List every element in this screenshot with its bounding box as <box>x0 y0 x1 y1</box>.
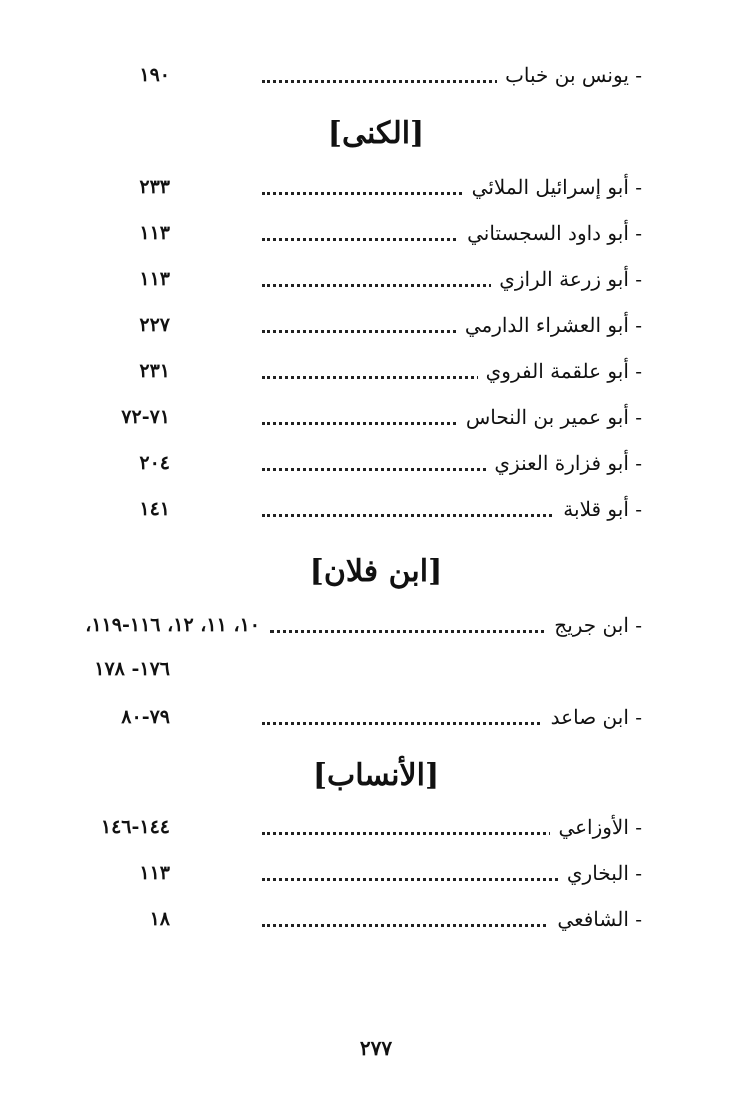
index-entry <box>0 170 752 204</box>
index-entry <box>0 492 752 526</box>
entry-name: - الشافعي <box>549 902 642 936</box>
entry-pages: ١٠، ١١، ١٢، ١١٦-١١٩، <box>85 614 260 636</box>
index-entry <box>0 308 752 342</box>
entry-pages: ١٩٠ <box>139 64 170 86</box>
entry-pages: ٢٣١ <box>139 360 170 382</box>
entry-name: - الأوزاعي <box>550 810 642 844</box>
entry-pages: ١١٣ <box>139 268 170 290</box>
section-heading: [الأنساب] <box>312 758 440 793</box>
index-entry <box>0 700 752 734</box>
section-heading: [ابن فلان] <box>309 554 443 589</box>
entry-pages: ٢٢٧ <box>139 314 170 336</box>
entry-name: - يونس بن خباب <box>497 58 642 92</box>
entry-pages: ١٤١ <box>139 498 170 520</box>
section-heading: [الكنى] <box>327 116 425 151</box>
entry-name: - البخاري <box>559 856 642 890</box>
index-entry <box>0 400 752 434</box>
index-entry <box>0 856 752 890</box>
entry-name: - ابن جريج <box>546 608 642 642</box>
index-entry <box>0 58 752 92</box>
entry-name: - أبو العشراء الدارمي <box>457 308 642 342</box>
entry-pages: ١١٣ <box>139 222 170 244</box>
index-entry <box>0 902 752 936</box>
entry-pages: ١١٣ <box>139 862 170 884</box>
entry-name: - ابن صاعد <box>543 700 642 734</box>
entry-pages: ٧١-٧٢ <box>121 406 170 428</box>
entry-pages: ٢٣٣ <box>139 176 170 198</box>
index-entry <box>0 608 752 642</box>
entry-name: - أبو إسرائيل الملائي <box>464 170 642 204</box>
entry-name: - أبو علقمة الفروي <box>478 354 642 388</box>
entry-pages: ٧٩-٨٠ <box>121 706 170 728</box>
page-number: ٢٧٧ <box>359 1036 393 1060</box>
index-entry <box>0 446 752 480</box>
entry-name: - أبو زرعة الرازي <box>491 262 642 296</box>
entry-name: - أبو قلابة <box>555 492 642 526</box>
entry-name: - أبو داود السجستاني <box>459 216 642 250</box>
index-entry <box>0 216 752 250</box>
entry-pages: ١٨ <box>149 908 170 930</box>
entry-pages: ١٤٤-١٤٦ <box>100 816 170 838</box>
entry-pages: ٢٠٤ <box>139 452 170 474</box>
index-entry <box>0 810 752 844</box>
index-entry-continuation <box>0 652 752 686</box>
entry-pages: ١٧٦- ١٧٨ <box>94 658 170 680</box>
entry-name: - أبو عمير بن النحاس <box>458 400 642 434</box>
entry-name: - أبو فزارة العنزي <box>486 446 642 480</box>
index-entry <box>0 354 752 388</box>
index-entry <box>0 262 752 296</box>
